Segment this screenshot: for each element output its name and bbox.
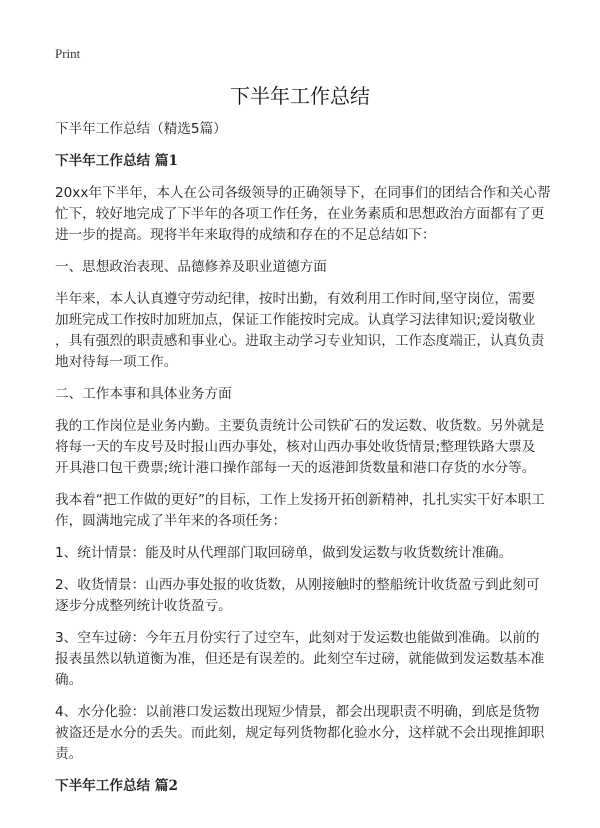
paragraph-line: 进一步的提高。现将半年来取得的成绩和存在的不足总结如下： xyxy=(55,227,436,243)
section-heading-1: 下半年工作总结 篇1 xyxy=(55,153,178,169)
subtitle: 下半年工作总结（精选5篇） xyxy=(55,121,227,137)
paragraph-line: 20xx年下半年，本人在公司各级领导的正确领导下，在同事们的团结合作和关心帮 xyxy=(55,185,551,201)
paragraph xyxy=(55,289,555,373)
paragraph-line: 加班完成工作按时加班加点，保证工作能按时完成。认真学习法律知识;爱岗敬业 xyxy=(55,312,536,328)
paragraph-line: 半年来，本人认真遵守劳动纪律，按时出勤，有效利用工作时间,坚守岗位，需要 xyxy=(55,291,536,307)
paragraph-line: 2、收货情景：山西办事处报的收货数，从刚接触时的整船统计收货盈亏到此刻可 xyxy=(55,577,540,593)
page-title: 下半年工作总结 xyxy=(230,84,370,108)
paragraph-line: 报表虽然以轨道衡为准，但还是有误差的。此刻空车过磅，就能做到发运数基本准 xyxy=(55,651,545,667)
paragraph xyxy=(55,490,555,532)
paragraph xyxy=(55,257,555,278)
paragraph xyxy=(55,702,555,765)
paragraph xyxy=(55,384,555,405)
paragraph-line: 逐步分成整列统计收货盈亏。 xyxy=(55,598,232,614)
paragraph-line: 开具港口包干费票;统计港口操作部每一天的返港卸货数量和港口存货的水分等。 xyxy=(55,460,536,476)
paragraph-line: 二、工作本事和具体业务方面 xyxy=(55,386,232,402)
paragraph-line: 我本着“把工作做的更好”的目标，工作上发扬开拓创新精神，扎扎实实干好本职工 xyxy=(55,492,545,508)
document-body xyxy=(55,119,555,808)
paragraph-line: 地对待每一项工作。 xyxy=(55,354,178,370)
paragraph-line: 我的工作岗位是业务内勤。主要负责统计公司铁矿石的发运数、收货数。另外就是 xyxy=(55,418,545,434)
paragraph-line: 一、思想政治表现、品德修养及职业道德方面 xyxy=(55,259,327,275)
paragraph-line: 3、空车过磅：今年五月份实行了过空车，此刻对于发运数也能做到准确。以前的 xyxy=(55,630,540,646)
paragraph-line: 将每一天的车皮号及时报山西办事处，核对山西办事处收货情景;整理铁路大票及 xyxy=(55,439,536,455)
paragraph-line: 4、水分化验：以前港口发运数出现短少情景，都会出现职责不明确，到底是货物 xyxy=(55,704,540,720)
paragraph xyxy=(55,183,555,246)
paragraph xyxy=(55,575,555,617)
print-link[interactable]: Print xyxy=(55,46,81,61)
paragraph xyxy=(55,628,555,691)
paragraph-line: 确。 xyxy=(55,672,83,688)
paragraph-line: ，具有强烈的职责感和事业心。进取主动学习专业知识，工作态度端正，认真负责 xyxy=(55,333,545,349)
paragraph xyxy=(55,543,555,564)
paragraph xyxy=(55,416,555,479)
paragraph-line: 作，圆满地完成了半年来的各项任务： xyxy=(55,513,287,529)
paragraphs xyxy=(55,183,555,765)
paragraph-line: 忙下，较好地完成了下半年的各项工作任务，在业务素质和思想政治方面都有了更 xyxy=(55,206,545,222)
paragraph-line: 责。 xyxy=(55,746,83,762)
paragraph-line: 1、统计情景：能及时从代理部门取回磅单，做到发运数与收货数统计准确。 xyxy=(55,545,513,561)
paragraph-line: 被盗还是水分的丢失。而此刻，规定每列货物都化验水分，这样就不会出现推卸职 xyxy=(55,725,545,741)
section-heading-2: 下半年工作总结 篇2 xyxy=(55,778,178,794)
